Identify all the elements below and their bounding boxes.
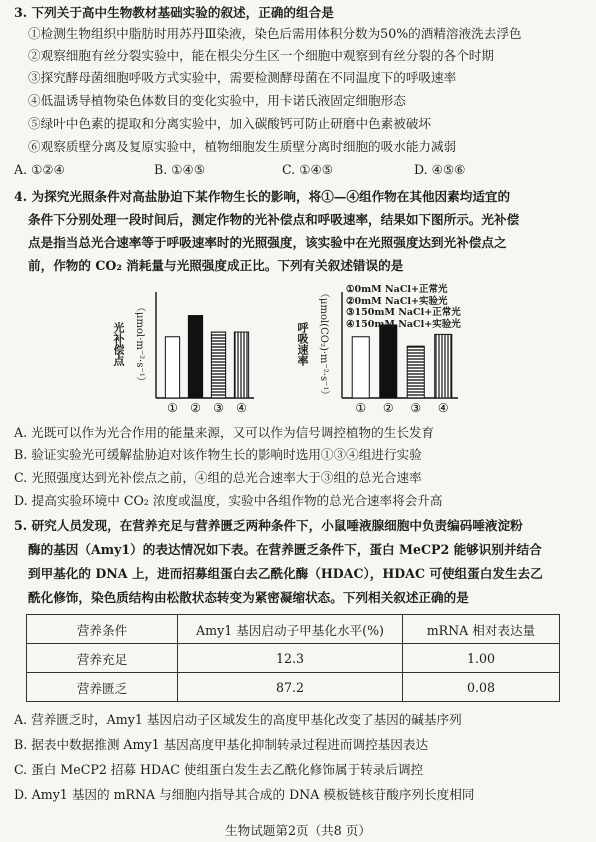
chart2-tick-label-3: ③ [410,401,422,415]
q3-option-c: C. ①④⑤ [282,162,334,177]
chart2-tick-label-4: ④ [437,401,449,415]
q3-stem: 3. 下列关于高中生物教材基础实验的叙述，正确的组合是 [14,5,334,20]
q5-stem-2: 酶的基因（Amy1）的表达情况如下表。在营养匮乏条件下，蛋白 MeCP2 能够识别并结合 [28,542,542,557]
chart2-ylabel: 呼吸速率 [296,322,309,366]
chart1-bar-1 [165,337,179,398]
chart1-tick-label-1: ① [167,401,178,415]
q4-stem-2: 条件下分别处理一段时间后，测定作物的光补偿点和呼吸速率，结果如下图所示。光补偿 [28,212,520,227]
chart1-bar-4 [234,332,248,398]
q5-option-a: A. 营养匮乏时，Amy1 基因启动子区域发生的高度甲基化改变了基因的碱基序列 [14,712,462,727]
q3-item-5: ⑤绿叶中色素的提取和分离实验中，加入碳酸钙可防止研磨中色素被破坏 [28,116,431,131]
table-row [27,673,560,702]
q3-item-6: ⑥观察质壁分离及复原实验中，植物细胞发生质壁分离时细胞的吸水能力减弱 [28,139,457,154]
chart1-tick-label-2: ② [190,401,201,415]
table-header-row [27,615,560,644]
q4-stem-4: 前，作物的 CO₂ 消耗量与光照强度成正比。下列有关叙述错误的是 [28,258,404,273]
q5-option-d: D. Amy1 基因的 mRNA 与细胞内指导其合成的 DNA 模板链核苷酸序列长度相同 [14,787,475,802]
chart1-svg [150,286,260,416]
q3-item-4: ④低温诱导植物染色体数目的变化实验中，用卡诺氏液固定细胞形态 [28,93,406,108]
q4-stem-1: 4. 为探究光照条件对高盐胁迫下某作物生长的影响，将①—④组作物在其他因素均适宜的 [14,189,511,204]
legend-item-4: ④150mM NaCl+实验光 [346,318,461,330]
chart1-bar-2 [188,316,202,398]
q4-figure [110,282,490,422]
q4-option-b: B. 验证实验光可缓解盐胁迫对该作物生长的影响时选用①③④组进行实验 [14,447,422,462]
chart1-tick-label-3: ③ [213,401,224,415]
q5-option-c: C. 蛋白 MeCP2 招募 HDAC 使组蛋白发生去乙酰化修饰属于转录后调控 [14,762,424,777]
q3-option-b: B. ①④⑤ [154,162,206,177]
q5-stem-1: 5. 研究人员发现，在营养充足与营养匮乏两种条件下，小鼠唾液腺细胞中负责编码唾液淀粉 [14,518,523,533]
q4-stem-3: 点是指当总光合速率等于呼吸速率时的光照强度，该实验中在光照强度达到光补偿点之 [28,235,507,250]
q5-table [26,614,560,702]
chart2-bar-2 [380,325,397,398]
table-cell: 1.00 [403,644,560,673]
chart1-bar-3 [211,332,225,398]
q4-option-d: D. 提高实验环境中 CO₂ 浓度或温度，实验中各组作物的总光合速率将会升高 [14,493,443,508]
legend-item-2: ②0mM NaCl+实验光 [346,295,448,307]
page-footer: 生物试题第2页（共8 页） [225,823,371,838]
q3-option-d: D. ④⑤⑥ [414,162,466,177]
q5-stem-4: 酰化修饰，染色质结构由松散状态转变为紧密凝缩状态。下列相关叙述正确的是 [28,590,469,605]
q5-option-b: B. 据表中数据推测 Amy1 基因高度甲基化抑制转录过程进而调控基因表达 [14,737,429,752]
table-cell: 12.3 [178,644,403,673]
q4-option-c: C. 光照强度达到光补偿点之前，④组的总光合速率大于③组的总光合速率 [14,470,422,485]
chart1-plot [156,292,254,415]
chart1-tick-label-4: ④ [236,401,247,415]
chart1-ylabel: 光补偿点 [112,322,125,366]
table-cell: 0.08 [403,673,560,702]
table-cell: 87.2 [178,673,403,702]
chart2-tick-label-1: ① [355,401,367,415]
legend-item-1: ①0mM NaCl+正常光 [346,284,448,295]
table-row [27,644,560,673]
q3-item-3: ③探究酵母菌细胞呼吸方式实验中，需要检测酵母菌在不同温度下的呼吸速率 [28,70,457,85]
q5-stem-3: 到甲基化的 DNA 上，进而招募组蛋白去乙酰化酶（HDAC），HDAC 可使组蛋白发生去乙 [28,566,543,581]
table-header-methylation: Amy1 基因启动子甲基化水平(%) [178,615,403,644]
table-cell: 营养充足 [27,644,178,673]
q3-option-a: A. ①②④ [14,162,65,177]
chart2-tick-label-2: ② [382,401,394,415]
chart1-yunit: （μmol·m⁻²·s⁻¹） [134,302,145,387]
table-header-mrna: mRNA 相对表达量 [403,615,560,644]
chart2-bar-3 [407,346,424,398]
chart2-bar-1 [352,337,369,398]
chart-legend [346,284,461,330]
q4-option-a: A. 光既可以作为光合作用的能量来源，又可以作为信号调控植物的生长发育 [14,425,435,440]
legend-item-3: ③150mM NaCl+正常光 [346,307,461,318]
chart2-bar-4 [435,334,452,398]
q3-item-1: ①检测生物组织中脂肪时用苏丹Ⅲ染液，染色后需用体积分数为50%的酒精溶液洗去浮色 [28,26,522,41]
q3-item-2: ②观察细胞有丝分裂实验中，能在根尖分生区一个细胞中观察到有丝分裂的各个时期 [28,48,494,63]
table-cell: 营养匮乏 [27,673,178,702]
chart2-yunit: （μmol(CO₂)·m⁻²·s⁻¹） [318,288,329,401]
table-header-condition: 营养条件 [27,615,178,644]
